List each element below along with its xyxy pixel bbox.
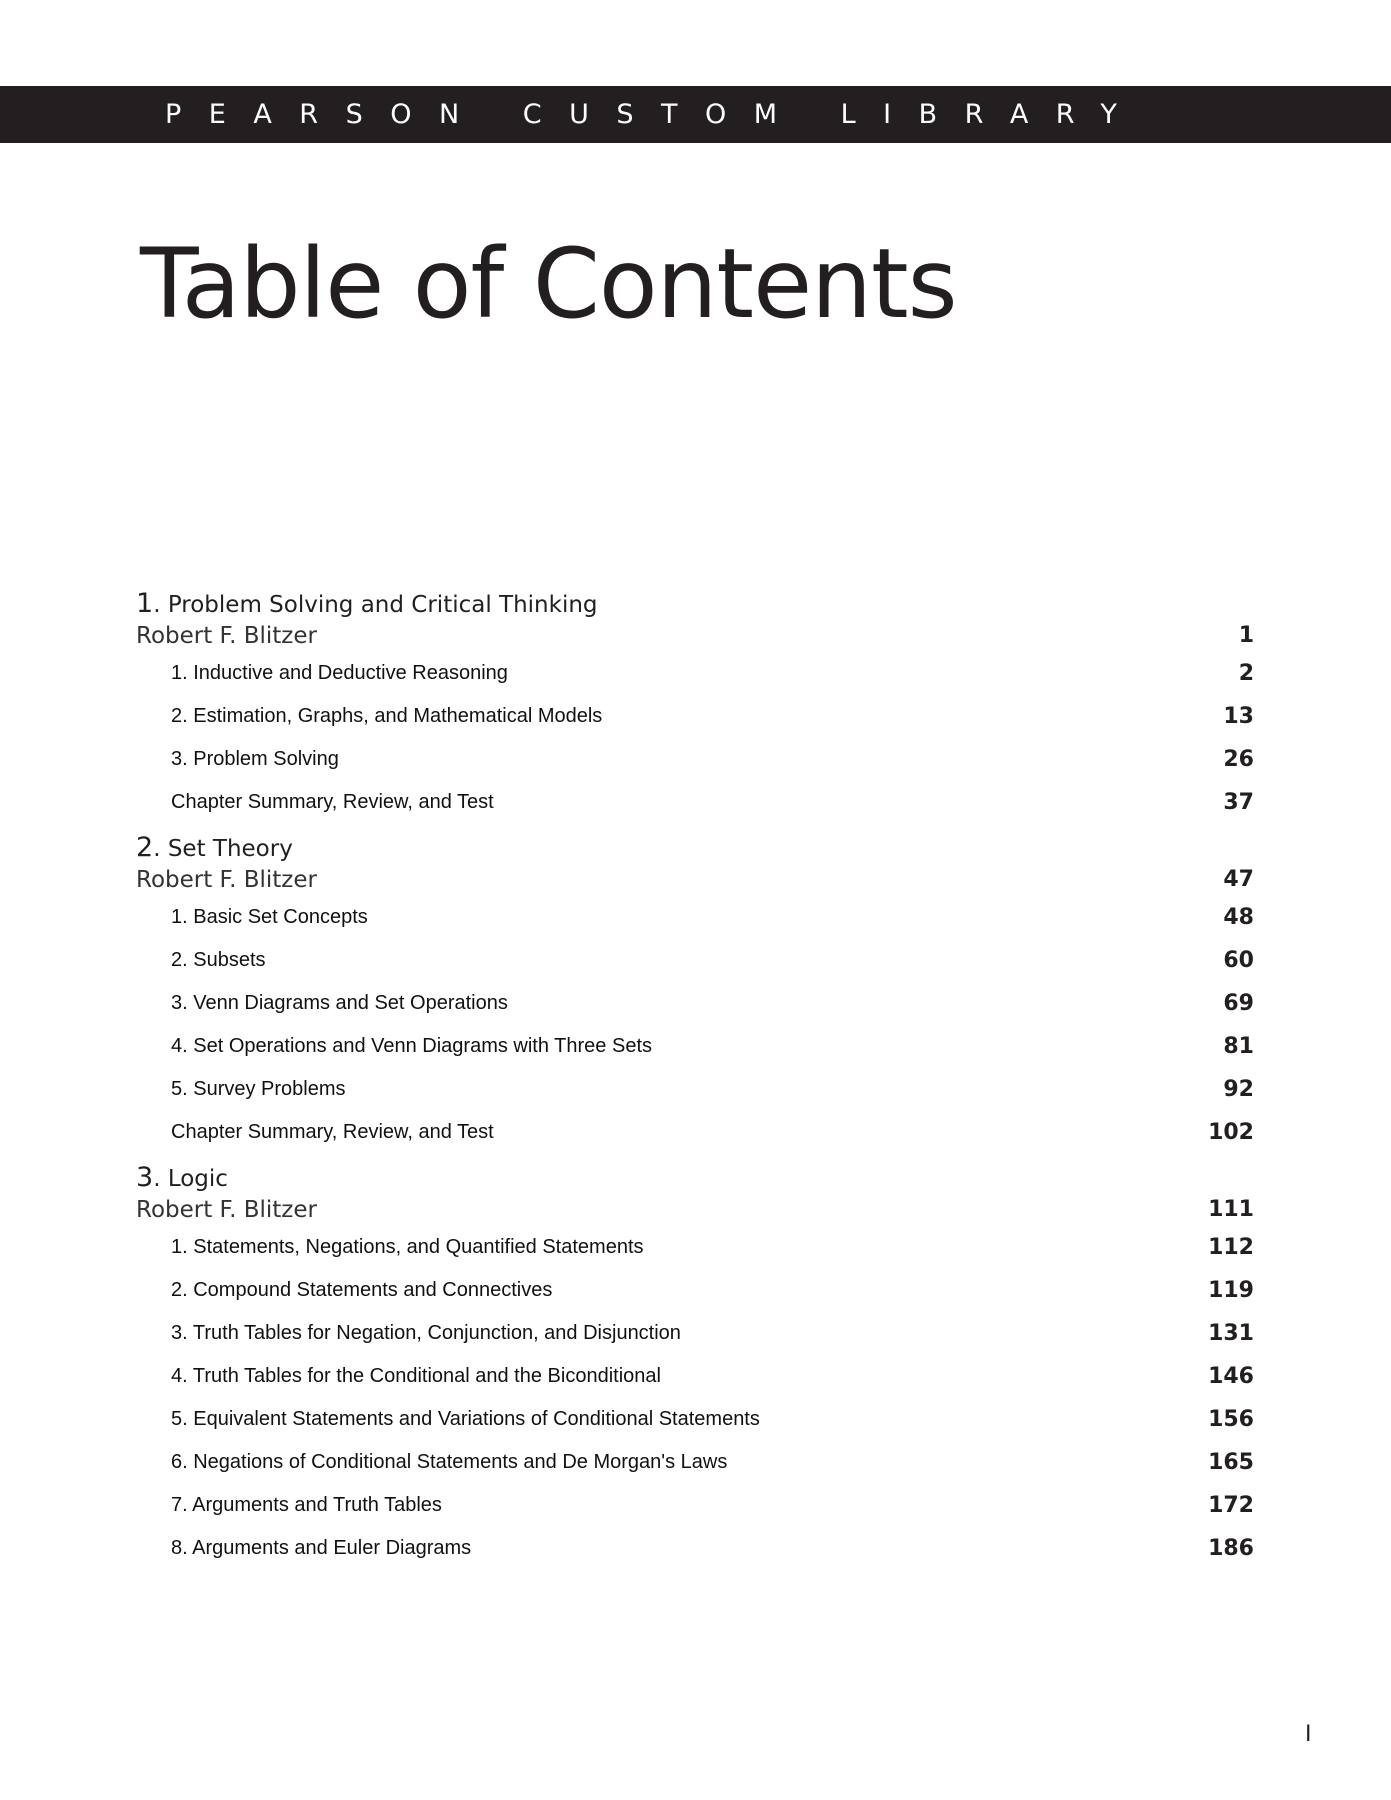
chapter-number: 2 (136, 832, 154, 863)
chapter-3 (136, 1162, 1254, 1570)
section-label: 8. Arguments and Euler Diagrams (171, 1537, 472, 1559)
section-entry[interactable] (136, 896, 1254, 939)
section-entry[interactable] (136, 982, 1254, 1025)
section-label: 5. Survey Problems (171, 1078, 346, 1100)
page-number: 111 (1208, 1197, 1254, 1222)
section-label: Chapter Summary, Review, and Test (171, 1121, 494, 1143)
page-number: 131 (1208, 1321, 1254, 1346)
page-number: 2 (1238, 661, 1254, 686)
section-label: 3. Venn Diagrams and Set Operations (171, 992, 508, 1014)
chapter-1 (136, 588, 1254, 824)
section-entry[interactable] (136, 1111, 1254, 1154)
page-number: 69 (1223, 991, 1254, 1016)
section-entry[interactable] (136, 1441, 1254, 1484)
author-name: Robert F. Blitzer (136, 623, 317, 649)
author-row[interactable] (136, 620, 1254, 652)
chapter-number: 1 (136, 588, 154, 619)
header-banner (0, 86, 1391, 143)
chapter-number-separator: . (153, 592, 168, 618)
section-label: 3. Problem Solving (171, 748, 339, 770)
page-number: 47 (1223, 867, 1254, 892)
page-number: 119 (1208, 1278, 1254, 1303)
section-entry[interactable] (136, 1355, 1254, 1398)
page-number: 1 (1238, 623, 1254, 648)
section-label: 7. Arguments and Truth Tables (171, 1494, 442, 1516)
page-number: 48 (1223, 905, 1254, 930)
section-label: 4. Truth Tables for the Conditional and the Biconditional (171, 1365, 661, 1387)
section-entry[interactable] (136, 1398, 1254, 1441)
author-row[interactable] (136, 1194, 1254, 1226)
section-label: 1. Statements, Negations, and Quantified Statements (171, 1236, 644, 1258)
chapter-heading[interactable] (136, 1162, 1254, 1194)
page-number: 146 (1208, 1364, 1254, 1389)
page-number: 13 (1223, 704, 1254, 729)
section-label: 2. Subsets (171, 949, 266, 971)
page-number: 92 (1223, 1077, 1254, 1102)
page-number: 112 (1208, 1235, 1254, 1260)
section-label: 2. Compound Statements and Connectives (171, 1279, 553, 1301)
chapter-title: Logic (167, 1166, 228, 1192)
author-name: Robert F. Blitzer (136, 1197, 317, 1223)
page-number: 156 (1208, 1407, 1254, 1432)
section-entry[interactable] (136, 1269, 1254, 1312)
page-number: 37 (1223, 790, 1254, 815)
chapter-heading[interactable] (136, 588, 1254, 620)
section-label: 1. Inductive and Deductive Reasoning (171, 662, 508, 684)
chapter-number-separator: . (153, 836, 168, 862)
page-number: 172 (1208, 1493, 1254, 1518)
section-entry[interactable] (136, 1068, 1254, 1111)
page-number: 102 (1208, 1120, 1254, 1145)
section-label: 2. Estimation, Graphs, and Mathematical Models (171, 705, 603, 727)
section-label: 4. Set Operations and Venn Diagrams with Three Sets (171, 1035, 653, 1057)
page-title: Table of Contents (140, 228, 957, 340)
page-number: 60 (1223, 948, 1254, 973)
section-entry[interactable] (136, 695, 1254, 738)
chapter-title: Problem Solving and Critical Thinking (167, 592, 598, 618)
chapter-2 (136, 832, 1254, 1154)
chapter-number-separator: . (153, 1166, 168, 1192)
chapter-number: 3 (136, 1162, 154, 1193)
section-entry[interactable] (136, 1527, 1254, 1570)
section-entry[interactable] (136, 1484, 1254, 1527)
page-number: 26 (1223, 747, 1254, 772)
section-entry[interactable] (136, 1226, 1254, 1269)
folio-page-number: I (1305, 1722, 1312, 1747)
section-entry[interactable] (136, 652, 1254, 695)
chapter-title: Set Theory (167, 836, 293, 862)
section-label: 1. Basic Set Concepts (171, 906, 368, 928)
section-entry[interactable] (136, 738, 1254, 781)
section-entry[interactable] (136, 781, 1254, 824)
section-entry[interactable] (136, 1312, 1254, 1355)
page-number: 81 (1223, 1034, 1254, 1059)
section-label: 5. Equivalent Statements and Variations of Conditional Statements (171, 1408, 760, 1430)
page-number: 165 (1208, 1450, 1254, 1475)
author-row[interactable] (136, 864, 1254, 896)
banner-text: PEARSON CUSTOM LIBRARY (165, 99, 1145, 130)
section-label: Chapter Summary, Review, and Test (171, 791, 494, 813)
section-label: 6. Negations of Conditional Statements and De Morgan's Laws (171, 1451, 728, 1473)
table-of-contents (136, 588, 1254, 1578)
section-entry[interactable] (136, 939, 1254, 982)
section-entry[interactable] (136, 1025, 1254, 1068)
author-name: Robert F. Blitzer (136, 867, 317, 893)
chapter-heading[interactable] (136, 832, 1254, 864)
page-number: 186 (1208, 1536, 1254, 1561)
section-label: 3. Truth Tables for Negation, Conjunction, and Disjunction (171, 1322, 681, 1344)
